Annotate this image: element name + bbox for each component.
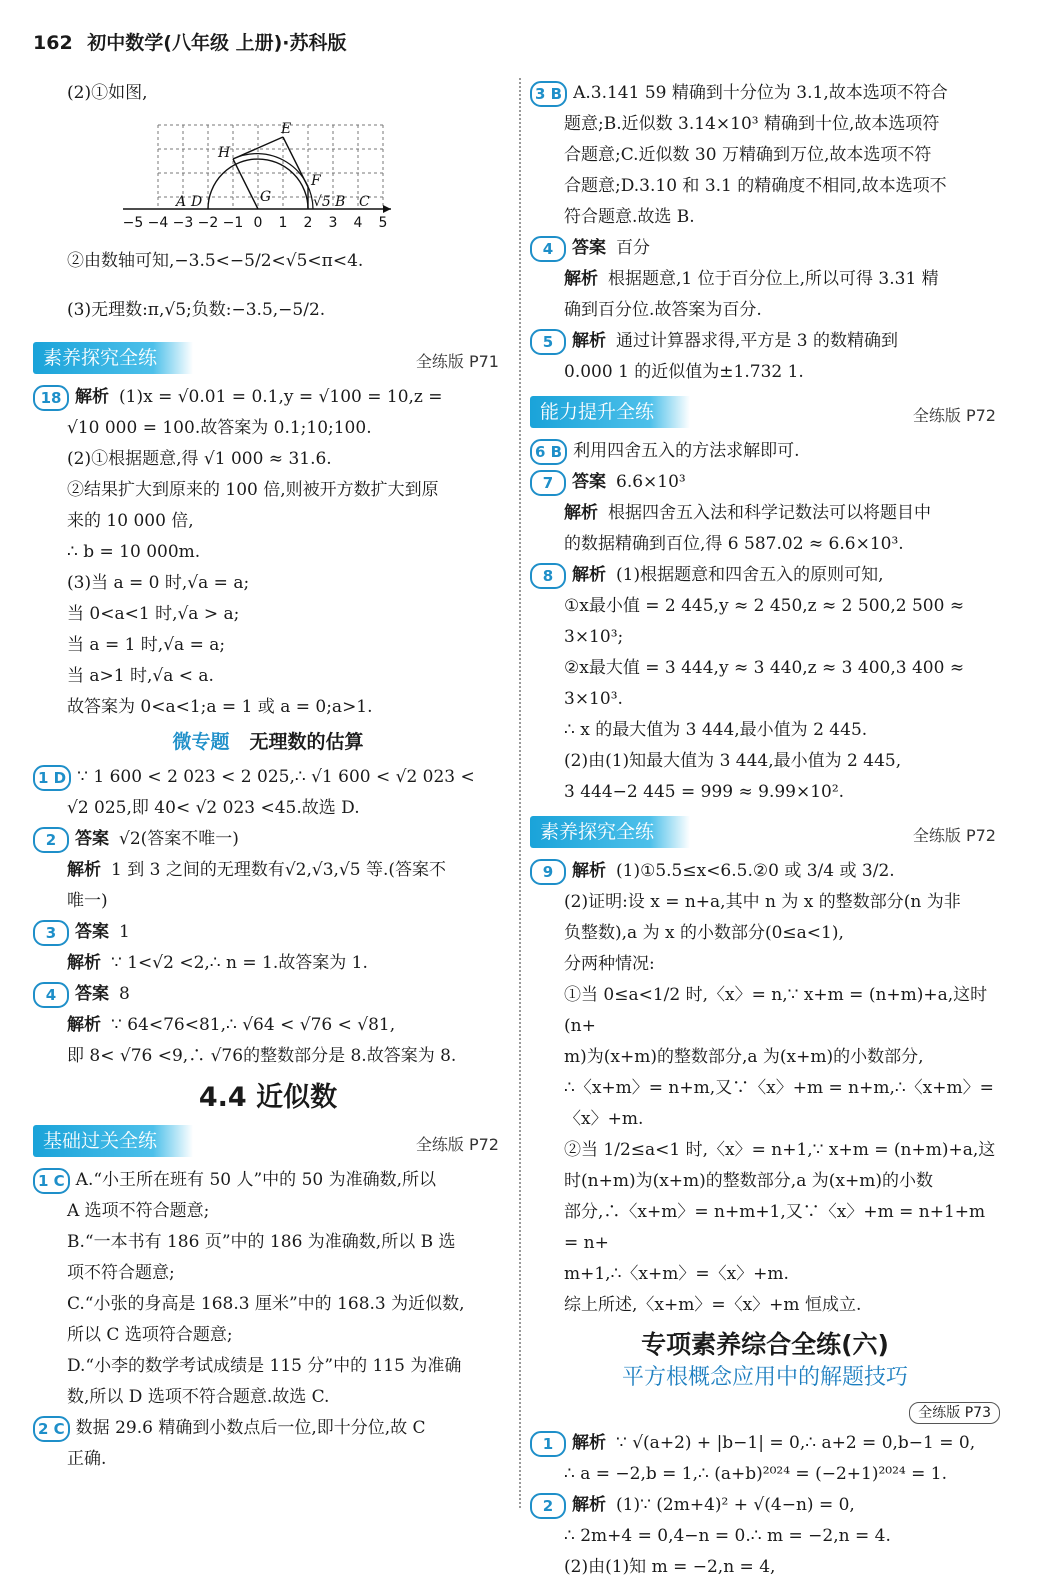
- number-line-figure: [113, 111, 503, 240]
- svg-text:3: 3: [328, 215, 338, 229]
- section-banner: 能力提升全练 全练版 P72: [530, 394, 1000, 430]
- column-divider: [519, 78, 521, 1508]
- label-C: C: [359, 194, 370, 210]
- question-9: 9 解析 (1)①5.5≤x<6.5.②0 或 3/4 或 3/2.: [530, 856, 1000, 887]
- svg-text:0: 0: [253, 215, 263, 229]
- question-3b: 3 B A.3.141 59 精确到十分位为 3.1,故本选项不符合: [530, 78, 1000, 109]
- micro-q4: 4 答案 8: [33, 979, 503, 1010]
- question-1c: 1 C A.“小王所在班有 50 人”中的 50 为准确数,所以: [33, 1165, 503, 1196]
- svg-text:−4: −4: [147, 215, 169, 229]
- section-title: 4.4 近似数: [198, 1082, 338, 1113]
- svg-text:−5: −5: [122, 215, 144, 229]
- special-q2: 2 解析 (1)∵ (2m+4)² + √(4−n) = 0,: [530, 1490, 1000, 1521]
- label-F: F: [311, 173, 321, 189]
- svg-text:2: 2: [303, 215, 313, 229]
- special-ref: 全练版 P73: [530, 1397, 1000, 1428]
- label-A: A: [176, 194, 187, 210]
- right-column: 3 B A.3.141 59 精确到十分位为 3.1,故本选项不符合 题意;B.近似数 3.14×10³ 精确到十位,故本选项符 合题意;C.近似数 30 万精确到万位,故本选项不符 合题意;D.3.10 和 3.1 的精确度不相同,故本选项不 符合题意.故选 B. 4 答案 百分 解析 根据题意,1 位于百分位上,所以可得 3.31 精 确到百分位.故答案为百分. 5 解析 通过计算器求得,平方是 3 的数精确到 0.000 1 的近似值为±1.732 1. 能力提升全练 全练版 P72 6 B 利用四舍五入的方法求解即可. 7 答案 6.6×10³ 解析 根据四舍五入法和科学记数法可以将题目中 的数据精确到百位,得 6 587.02 ≈ 6.6×10³. 8 解析 (1)根据题意和四舍五入的原则可知, ①x最小值 = 2 445,y ≈ 2 450,z ≈ 2 500,2 500 ≈ 3×10³; ②x最大值 = 3 444,y ≈ 3 440,z ≈ 3 400,3 400 ≈ 3×10³. ∴ x 的最大值为 3 444,最小值为 2 445. (2)由(1)知最大值为 3 444,最小值为 2 445, 3 444−2 445 = 999 ≈ 9.99×10². 素养探究全练 全练版 P72 9 解析 (1)①5.5≤x<6.5.②0 或 3/4 或 3/2. (2)证明:设 x = n+a,其中 n 为 x 的整数部分(n 为非 负整数),a 为 x 的小数部分(0≤a<1), 分两种情况: ①当 0≤a<1/2 时,〈x〉= n,∵ x+m = (n+m)+a,这时(n+ m)为(x+m)的整数部分,a 为(x+m)的小数部分, ∴〈x+m〉= n+m,又∵〈x〉+m = n+m,∴〈x+m〉= 〈x〉+m. ②当 1/2≤a<1 时,〈x〉= n+1,∵ x+m = (n+m)+a,这 时(n+m)为(x+m)的整数部分,a 为(x+m)的小数 部分,∴〈x+m〉= n+m+1,又∵〈x〉+m = n+1+m = n+ m+1,∴〈x+m〉=〈x〉+m. 综上所述,〈x+m〉=〈x〉+m 恒成立. 专项素养综合全练(六) 平方根概念应用中的解题技巧 全练版 P73 1 解析 ∵ √(a+2) + |b−1| = 0,∴ a+2 = 0,b−1 = 0, ∴ a = −2,b = 1,∴ (a+b)²⁰²⁴ = (−2+1)²⁰²⁴ = 1. 2 解析 (1)∵ (2m+4)² + √(4−n) = 0, ∴ 2m+4 = 0,4−n = 0.∴ m = −2,n = 4. (2)由(1)知 m = −2,n = 4,: [530, 78, 1000, 1583]
- banner-ref: 全练版 P71: [415, 352, 499, 371]
- micro-q3: 3 答案 1: [33, 917, 503, 948]
- question-4: 4 答案 百分: [530, 233, 1000, 264]
- micro-topic-title: 微专题 无理数的估算: [172, 731, 364, 753]
- left-column: (2)①如图, E H F G A D √5 B C −5 −4 −3 −2 −1 0 1 2 3 4 5 ②由数轴可知,−3.5<−5/2<√5<π<4. (3)无理数:π,√5;负数:−3.5,−5/2. 素养探究全练 全练版 P71 18 解析 (1)x = √0.01 = 0.1,y = √100 = 10,z = √10 000 = 100.故答案为 0.1;10;100. (2)①根据题意,得 √1 000 ≈ 31.6. ②结果扩大到原来的 100 倍,则被开方数扩大到原 来的 10 000 倍, ∴ b = 10 000m. (3)当 a = 0 时,√a = a; 当 0<a<1 时,√a > a; 当 a = 1 时,√a = a; 当 a>1 时,√a < a. 故答案为 0<a<1;a = 1 或 a = 0;a>1. 微专题 无理数的估算 1 D ∵ 1 600 < 2 023 < 2 025,∴ √1 600 < √2 023 < √2 025,即 40< √2 023 <45.故选 D. 2 答案 √2(答案不唯一) 解析 1 到 3 之间的无理数有√2,√3,√5 等.(答案不 唯一) 3 答案 1 解析 ∵ 1<√2 <2,∴ n = 1.故答案为 1. 4 答案 8 解析 ∵ 64<76<81,∴ √64 < √76 < √81, 即 8< √76 <9,∴ √76的整数部分是 8.故答案为 8. 4.4 近似数 基础过关全练 全练版 P72 1 C A.“小王所在班有 50 人”中的 50 为准确数,所以 A 选项不符合题意; B.“一本书有 186 页”中的 186 为准确数,所以 B 选 项不符合题意; C.“小张的身高是 168.3 厘米”中的 168.3 为近似数, 所以 C 选项符合题意; D.“小李的数学考试成绩是 115 分”中的 115 为准确 数,所以 D 选项不符合题意.故选 C. 2 C 数据 29.6 精确到小数点后一位,即十分位,故 C 正确.: [33, 78, 503, 1475]
- book-title: 初中数学(八年级 上册)·苏科版: [87, 32, 347, 54]
- question-6b: 6 B 利用四舍五入的方法求解即可.: [530, 436, 1000, 467]
- question-number: 18: [33, 385, 69, 411]
- text-line: (3)无理数:π,√5;负数:−3.5,−5/2.: [67, 300, 326, 320]
- svg-text:5: 5: [378, 215, 388, 229]
- number-line-svg: [113, 111, 393, 229]
- section-banner: 基础过关全练 全练版 P72: [33, 1123, 503, 1159]
- banner-label: 素养探究全练: [33, 342, 193, 374]
- svg-text:−3: −3: [172, 215, 194, 229]
- label-H: H: [218, 145, 231, 161]
- text-line: ②由数轴可知,−3.5<−5/2<√5<π<4.: [67, 251, 364, 271]
- micro-q2: 2 答案 √2(答案不唯一): [33, 824, 503, 855]
- question-2c: 2 C 数据 29.6 精确到小数点后一位,即十分位,故 C: [33, 1413, 503, 1444]
- label-B: B: [335, 194, 346, 210]
- page-number: 162: [33, 32, 73, 54]
- special-q1: 1 解析 ∵ √(a+2) + |b−1| = 0,∴ a+2 = 0,b−1 = 0,: [530, 1428, 1000, 1459]
- svg-text:−1: −1: [222, 215, 244, 229]
- question-5: 5 解析 通过计算器求得,平方是 3 的数精确到: [530, 326, 1000, 357]
- label-G: G: [260, 189, 272, 205]
- special-title: 专项素养综合全练(六): [641, 1330, 889, 1359]
- special-subtitle: 平方根概念应用中的解题技巧: [621, 1365, 908, 1390]
- label-sqrt5: √5: [313, 194, 331, 210]
- question-7: 7 答案 6.6×10³: [530, 467, 1000, 498]
- question-18: 18 解析 (1)x = √0.01 = 0.1,y = √100 = 10,z =: [33, 382, 503, 413]
- text-line: (2)①如图,: [67, 83, 148, 103]
- svg-text:1: 1: [278, 215, 288, 229]
- svg-text:4: 4: [353, 215, 363, 229]
- section-banner: [33, 340, 503, 376]
- page-header: [33, 28, 347, 55]
- label-D: D: [191, 194, 203, 210]
- svg-text:−2: −2: [197, 215, 219, 229]
- question-8: 8 解析 (1)根据题意和四舍五入的原则可知,: [530, 560, 1000, 591]
- label-E: E: [281, 121, 292, 137]
- section-banner: 素养探究全练 全练版 P72: [530, 814, 1000, 850]
- micro-q1: 1 D ∵ 1 600 < 2 023 < 2 025,∴ √1 600 < √2 023 <: [33, 762, 503, 793]
